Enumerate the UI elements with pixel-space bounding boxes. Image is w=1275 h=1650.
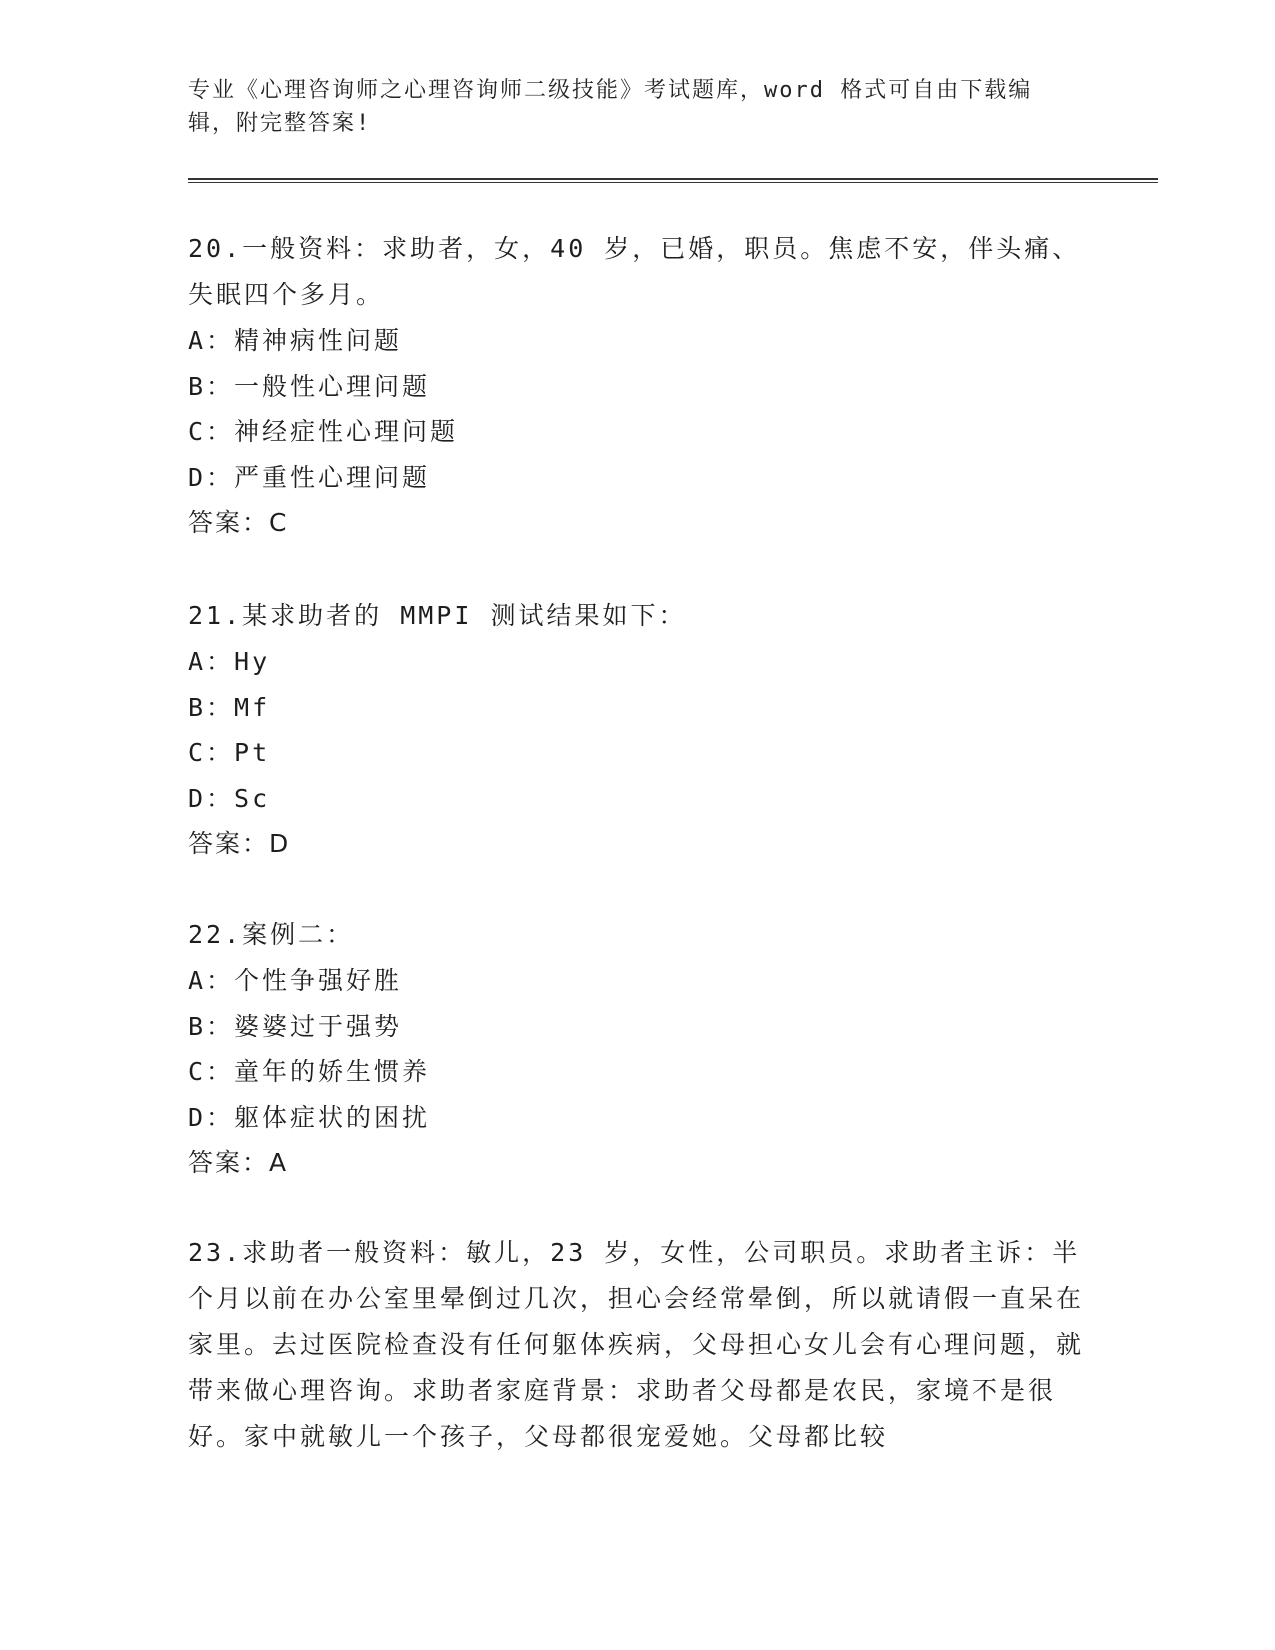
option-c: C：神经症性心理问题: [188, 417, 459, 446]
option-b: B：一般性心理问题: [188, 371, 431, 401]
option-d: D：躯体症状的困扰: [188, 1102, 431, 1132]
option-a: A：Hy: [188, 647, 271, 676]
document-header: 专业《心理咨询师之心理咨询师二级技能》考试题库，word 格式可自由下载编辑，附完整答案!: [188, 78, 1033, 136]
question-stem: 22.案例二：: [188, 920, 355, 949]
question-21: [188, 593, 1088, 867]
option-c: C：Pt: [188, 738, 271, 767]
question-stem: 23.求助者一般资料：敏儿，23 岁，女性，公司职员。求助者主诉：半个月以前在办公室里晕倒过几次，担心会经常晕倒，所以就请假一直呆在家里。去过医院检查没有任何躯体疾病，父母担心女儿会有心理问题，就带来做心理咨询。求助者家庭背景：求助者父母都是农民，家境不是很好。家中就敏儿一个孩子，父母都很宠爱她。父母都比较: [188, 1238, 1085, 1451]
question-stem: 21.某求助者的 MMPI 测试结果如下：: [188, 601, 687, 630]
option-c: C：童年的娇生惯养: [188, 1057, 431, 1086]
answer: 答案：D: [188, 829, 291, 858]
question-20: [188, 226, 1088, 546]
question-22: [188, 912, 1088, 1186]
option-b: B：Mf: [188, 692, 271, 722]
option-d: D：严重性心理问题: [188, 462, 431, 492]
question-stem: 20.一般资料：求助者，女，40 岁，已婚，职员。焦虑不安，伴头痛、失眠四个多月。: [188, 234, 1081, 309]
header-divider: [188, 178, 1158, 183]
answer: 答案：A: [188, 1148, 289, 1177]
option-b: B：婆婆过于强势: [188, 1011, 403, 1041]
option-a: A：精神病性问题: [188, 326, 403, 355]
answer: 答案：C: [188, 508, 289, 537]
question-23: [188, 1230, 1088, 1460]
option-a: A：个性争强好胜: [188, 966, 403, 995]
option-d: D：Sc: [188, 783, 271, 813]
